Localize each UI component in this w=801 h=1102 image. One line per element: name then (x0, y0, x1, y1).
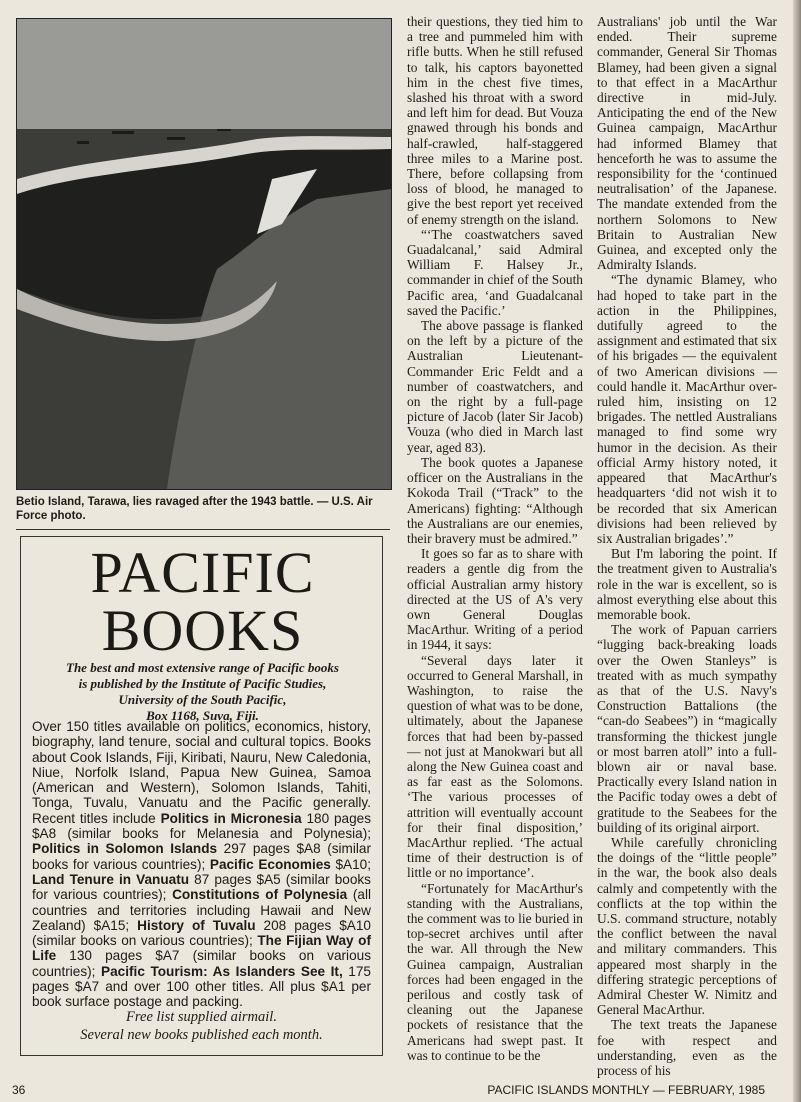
article-paragraph: “The dynamic Blamey, who had hoped to take part in the action in the Philippines, dutifully agreed to the assignment and estimated that six of his brigades — the equivalent of two American divisions — could handle it. MacArthur over-ruled him, insisting on 12 brigades. The nettled Australians managed to find some wry humor in the decision. As their official Army history noted, it appeared that MacArthur's headquarters ‘did not wish it to be recorded that six American divisions had been relieved by six Australian brigades’.” (597, 272, 777, 546)
page-number: 36 (12, 1083, 26, 1097)
article-paragraph: “‘The coastwatchers saved Guadalcanal,’ said Admiral William F. Halsey Jr., commander in chief of the South Pacific area, ‘and Guadalcanal saved the Pacific.’ (407, 226, 583, 318)
article-paragraph: While carefully chronicling the doings of the “little people” in the war, the book also deals calmly and competently with the conflicts at the top within the U.S. command structure, notably the conflict between the naval and military commanders. This appeared most sharply in the differing strategic perceptions of Admiral Chester W. Nimitz and General MacArthur. (597, 834, 777, 1018)
ad-title-pacific: PACIFIC (90, 540, 315, 605)
article-column-3 (597, 14, 777, 1078)
ad-intro-line: The best and most extensive range of Pacific books (66, 660, 339, 675)
ad-text: 130 pages $A7 (similar books on various countries); (32, 948, 371, 979)
island-photo (16, 18, 392, 490)
ad-title-ref: Politics in Solomon Islands (32, 841, 218, 857)
photo-caption: Betio Island, Tarawa, lies ravaged after the 1943 battle. — U.S. Air Force photo. (16, 496, 373, 522)
ad-intro (36, 660, 369, 724)
ad-title-ref: Pacific Economies (209, 856, 331, 872)
article-column-2 (407, 14, 583, 1063)
ad-text: 87 pages $A5 (similar books for various countries); (32, 871, 371, 903)
article-paragraph: “Fortunately for MacArthur's standing with the Australians, the comment was to lie buried in top-secret archives until after the war. All through the New Guinea campaign, Australian forces had been engaged in the perilous and costly task of cleaning out the Japanese pockets of resistance that the Americans had swept past. It was to continue to be the (407, 880, 583, 1063)
ad-footer-line: Several new books published each month. (80, 1027, 323, 1043)
ad-body (32, 719, 371, 1010)
ad-intro-line: University of the South Pacific, (118, 692, 287, 707)
ad-title-ref: Constitutions of Polynesia (172, 887, 348, 903)
ad-text: Over 150 titles available on politics, economics, history, biography, land tenure, social and cultural topics. Books about Cook Islands, Fiji, Kiribati, Nauru, New Caledonia, Niue, Norfolk Island, Papua New Guinea, Samoa (American and Western), Solomon Islands, Tahiti, Tonga, Tuvalu, Vanuatu and the Pacific generally. Recent titles include (32, 719, 371, 826)
article-paragraph: Australians' job until the War ended. Their supreme commander, General Sir Thomas Blamey, had been given a signal to that effect in a MacArthur directive in mid-July. Anticipating the end of the New Guinea campaign, MacArthur had informed Blamey that henceforth he was to assume the responsibility for the ‘continued neutralisation’ of the Japanese. The mandate extended from the northern Solomons to New Britain to Australian New Guinea, and excepted only the Admiralty Islands. (597, 14, 777, 273)
ad-title-ref: Land Tenure in Vanuatu (32, 871, 190, 887)
article-paragraph: The work of Papuan carriers “lugging back-breaking loads over the Owen Stanleys” is treated with as much sympathy as that of the U.S. Navy's Construction Battalions (the “can-do Seabees”) in “magically transforming the thickest jungle or most barren atoll” into a full-blown air or naval base. Practically every Island nation in the Pacific today owes a debt of gratitude to the Seabees for the building of its original airport. (597, 622, 777, 835)
ad-title-ref: Politics in Micronesia (160, 810, 302, 826)
article-paragraph: “Several days later it occurred to General Marshall, in Washington, to raise the question of what was to be done, ultimately, about the Japanese forces that had been by-passed — not just at Manokwari but all along the New Guinea coast and as far east as the Solomons. ‘The various processes of attrition will eventually account for their final disposition,’ MacArthur replied. ‘The actual time of their destruction is of little or no importance’. (407, 652, 583, 881)
ad-footer-line: Free list supplied airmail. (126, 1009, 277, 1025)
ad-text: 175 pages $A7 and over 100 other titles. All plus $A1 per book surface postage and packing. (32, 963, 371, 1010)
ad-title-ref: The Fijian Way of Life (32, 933, 372, 964)
ad-title-ref: History of Tuvalu (137, 917, 256, 933)
article-paragraph: The above passage is flanked on the left by a picture of the Australian Lieutenant-Commander Eric Feldt and a number of coastwatchers, and on the right by a full-page picture of Jacob (later Sir Jacob) Vouza (who died in March last year, aged 83). (407, 318, 583, 455)
ad-text: 297 pages $A8 (similar books for various countries); (32, 841, 371, 872)
article-paragraph: their questions, they tied him to a tree and pummeled him with rifle butts. When he still refused to talk, his captors bayonetted him in the chest five times, slashed his throat with a sword and left him for dead. But Vouza gnawed through his bonds and half-crawled, half-staggered three miles to a Marine post. There, before collapsing from loss of blood, he managed to give the best report yet received of enemy strength on the island. (407, 14, 583, 227)
magazine-footer: PACIFIC ISLANDS MONTHLY — FEBRUARY, 1985 (487, 1083, 765, 1097)
ad-text: 180 pages $A8 (similar books for Melanesia and Polynesia); (32, 810, 371, 842)
article-paragraph: The book quotes a Japanese officer on the Australians in the Kokoda Trail (“Track” to the Americans) fighting: “Although the Australians are our enemies, their bravery must be admired.” (407, 454, 583, 546)
ad-intro-line: Box 1168, Suva, Fiji. (146, 708, 259, 723)
ad-text: $A10; (330, 856, 371, 872)
photo-illustration (17, 19, 391, 489)
ad-title-ref: Pacific Tourism: As Islanders See It, (101, 963, 343, 979)
ad-text: 208 pages $A10 (similar books on various countries); (32, 917, 371, 949)
divider (16, 529, 390, 530)
article-paragraph: It goes so far as to share with readers a gentle dig from the official Australian army history directed at the US of A's very own General Douglas MacArthur. Writing of a period in 1944, it says: (407, 546, 583, 653)
article-paragraph: But I'm laboring the point. If the treatment given to Australia's role in the war is excellent, so is almost everything else about this memorable book. (597, 546, 777, 622)
ad-intro-line: is published by the Institute of Pacific Studies, (78, 676, 327, 691)
article-paragraph: The text treats the Japanese foe with respect and understanding, even as the process of his (597, 1017, 777, 1079)
ad-text: (all countries and territories including Hawaii and New Zealand) $A15; (32, 887, 371, 933)
page-edge (793, 0, 801, 1102)
ad-title-books: BOOKS (101, 598, 304, 663)
